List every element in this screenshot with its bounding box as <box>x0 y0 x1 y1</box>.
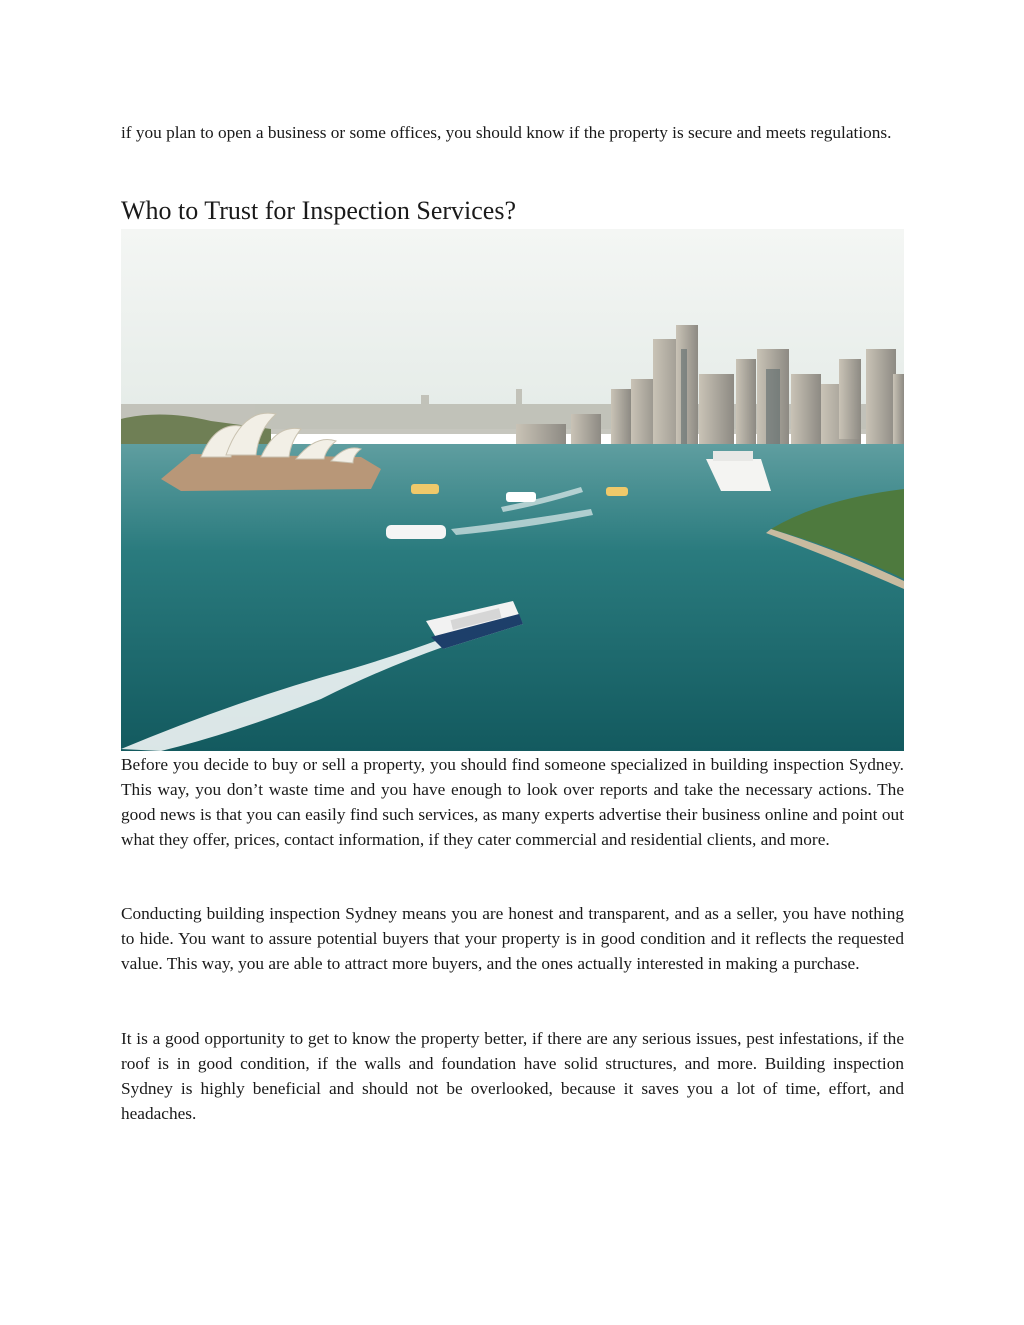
section-heading: Who to Trust for Inspection Services? <box>121 196 517 225</box>
body-paragraph-1: Before you decide to buy or sell a property, you should find someone specialized in building inspection Sydney. This way, you don’t waste time and you have enough to look over reports and take the necessary actions. The good news is that you can easily find such services, as many experts advertise their business online and point out what they offer, prices, contact information, if they cater commercial and residential clients, and more. <box>121 755 904 849</box>
body-paragraph-2: Conducting building inspection Sydney means you are honest and transparent, and as a seller, you have nothing to hide. You want to assure potential buyers that your property is in good condition and it reflects the requested value. This way, you are able to attract more buyers, and the ones actually interested in making a purchase. <box>121 904 904 973</box>
body-paragraph-3: It is a good opportunity to get to know the property better, if there are any serious issues, pest infestations, if the roof is in good condition, if the walls and foundation have solid structures, and more. Building inspection Sydney is highly beneficial and should not be overlooked, because it saves you a lot of time, effort, and headaches. <box>121 1029 904 1123</box>
sydney-harbour-photo <box>121 229 904 751</box>
intro-paragraph: if you plan to open a business or some offices, you should know if the property is secure and meets regulations. <box>121 123 892 142</box>
